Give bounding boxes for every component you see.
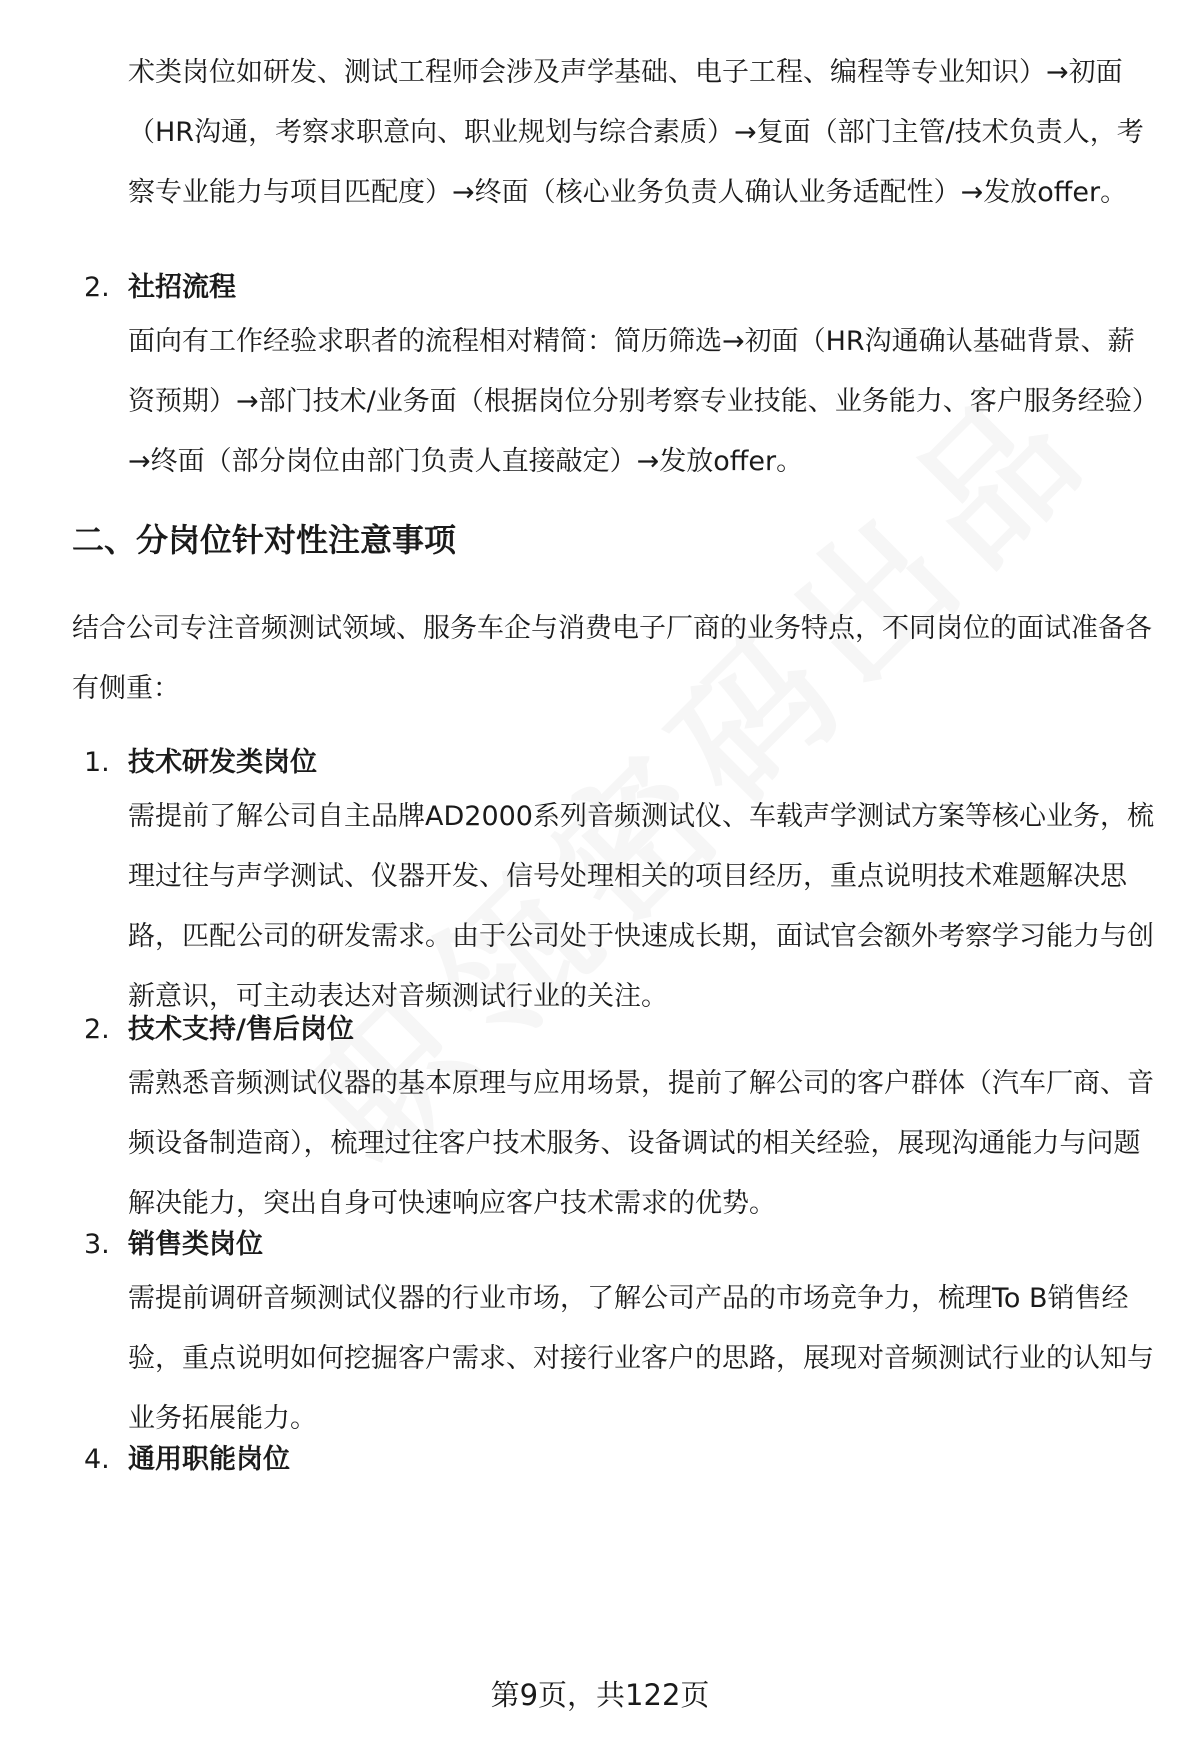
list-number: 2. [84,1014,110,1045]
list-body-tech-support: 需熟悉音频测试仪器的基本原理与应用场景，提前了解公司的客户群体（汽车厂商、音频设备制造商），梳理过往客户技术服务、设备调试的相关经验，展现沟通能力与问题解决能力，突出自身可快速响应客户技术需求的优势。 [128,1068,1154,1219]
list-number: 1. [84,747,110,778]
list-body-rnd: 需提前了解公司自主品牌AD2000系列音频测试仪、车载声学测试方案等核心业务，梳理过往与声学测试、仪器开发、信号处理相关的项目经历，重点说明技术难题解决思路，匹配公司的研发需求。由于公司处于快速成长期，面试官会额外考察学习能力与创新意识，可主动表达对音频测试行业的关注。 [128,801,1154,1012]
list-item-rnd [84,733,1164,793]
list-title: 社招流程 [128,272,236,303]
list-number: 2. [84,272,110,303]
list-body-social-recruit: 面向有工作经验求职者的流程相对精简：简历筛选→初面（HR沟通确认基础背景、薪资预期）→部门技术/业务面（根据岗位分别考察专业技能、业务能力、客户服务经验）→终面（部分岗位由部门负责人直接敲定）→发放offer。 [128,326,1146,477]
list-item-social-recruit [84,258,1164,318]
list-item-general [84,1430,1164,1490]
list-number: 3. [84,1229,110,1260]
list-title: 技术支持/售后岗位 [128,1014,354,1045]
intro-paragraph: 术类岗位如研发、测试工程师会涉及声学基础、电子工程、编程等专业知识）→初面（HR沟通，考察求职意向、职业规划与综合素质）→复面（部门主管/技术负责人，考察专业能力与项目匹配度）→终面（核心业务负责人确认业务适配性）→发放offer。 [128,57,1144,208]
list-title: 通用职能岗位 [128,1444,290,1475]
list-item-tech-support [84,1000,1164,1060]
list-item-sales [84,1215,1164,1275]
list-title: 技术研发类岗位 [128,747,317,778]
page-number: 第9页，共122页 [490,1678,710,1712]
list-title: 销售类岗位 [128,1229,263,1260]
section-intro: 结合公司专注音频测试领域、服务车企与消费电子厂商的业务特点，不同岗位的面试准备各有侧重： [72,613,1152,704]
list-body-sales: 需提前调研音频测试仪器的行业市场，了解公司产品的市场竞争力，梳理To B销售经验，重点说明如何挖掘客户需求、对接行业客户的思路，展现对音频测试行业的认知与业务拓展能力。 [128,1283,1154,1434]
section-heading: 二、分岗位针对性注意事项 [72,521,457,559]
list-number: 4. [84,1444,110,1475]
